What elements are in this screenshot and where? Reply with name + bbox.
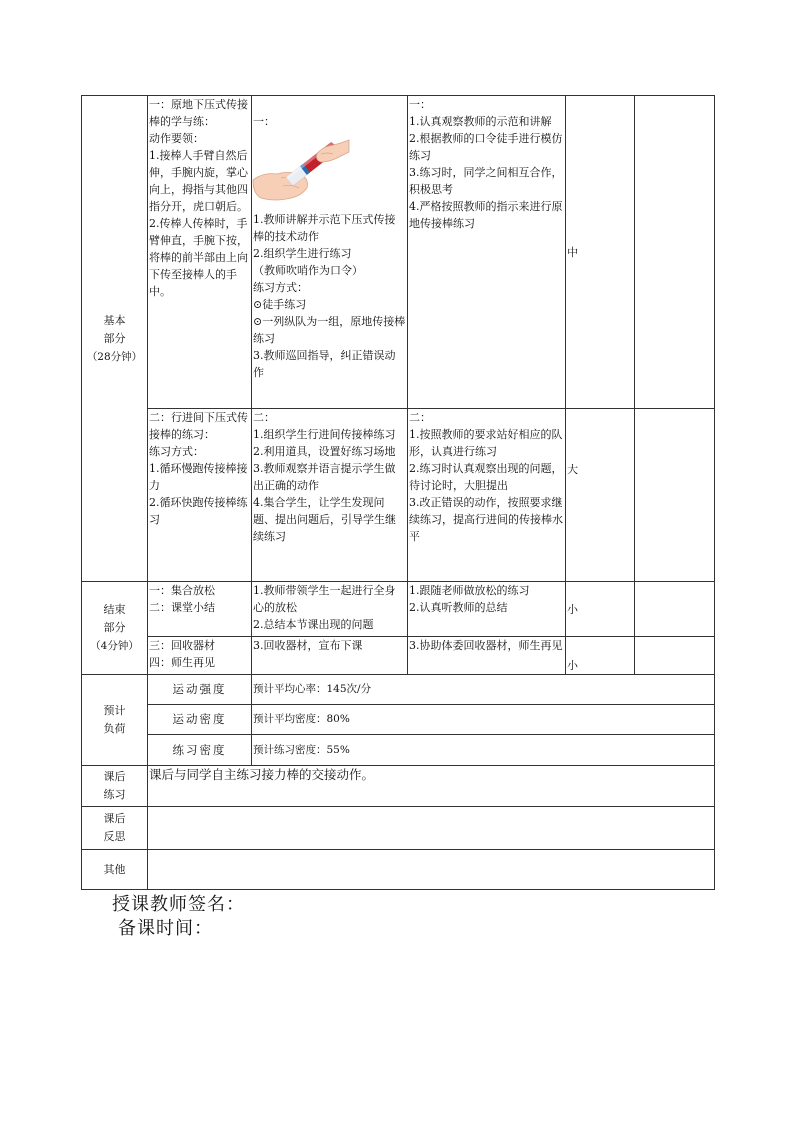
- load-name-2: 运动密度: [148, 705, 252, 735]
- basic-content-2: 二：行进间下压式传接棒的练习： 练习方式： 1.循环慢跑传接棒接力 2.循环快跑传接棒练习: [148, 409, 252, 582]
- ending-teacher-2: 3.回收器材，宣布下课: [252, 637, 408, 675]
- basic-section-label: 基本 部分 （28分钟）: [82, 96, 148, 582]
- load-value-1: 预计平均心率：145次/分: [252, 675, 715, 705]
- ending-intensity-1: 小: [566, 582, 635, 637]
- ending-teacher-1: 1.教师带领学生一起进行全身心的放松 2.总结本节课出现的问题: [252, 582, 408, 637]
- ending-content-2: 三：回收器材 四：师生再见: [148, 637, 252, 675]
- homework-label: 课后 练习: [82, 766, 148, 807]
- other-label: 其他: [82, 850, 148, 890]
- ending-intensity-2: 小: [566, 637, 635, 675]
- basic-teacher-1: [252, 96, 408, 409]
- teacher-signature-label: 授课教师签名：: [112, 894, 245, 915]
- reflection-text: [148, 807, 715, 850]
- ending-duration: （4分钟）: [90, 640, 139, 652]
- load-value-3: 预计练习密度：55%: [252, 735, 715, 766]
- relay-baton-handoff-illustration: [252, 132, 352, 204]
- basic-intensity-1: 中: [566, 96, 635, 409]
- basic-student-2: 二： 1.按照教师的要求站好相应的队形，认真进行练习 2.练习时认真观察出现的问题，待讨论时，大胆提出 3.改正错误的动作，按照要求继续练习，提高行进间的传接棒水平: [408, 409, 566, 582]
- other-text: [148, 850, 715, 890]
- lesson-plan-table: [81, 95, 715, 890]
- teacher-head-1: 一：: [253, 115, 275, 128]
- ending-student-1: 1.跟随老师做放松的练习 2.认真听教师的总结: [408, 582, 566, 637]
- homework-text: 课后与同学自主练习接力棒的交接动作。: [148, 766, 715, 807]
- basic-teacher-2: 二： 1.组织学生行进间传接棒练习 2.利用道具，设置好练习场地 3.教师观察并语言提示学生做出正确的动作 4.集合学生，让学生发现问题、提出问题后，引导学生继续练习: [252, 409, 408, 582]
- basic-content-1: 一：原地下压式传接棒的学与练： 动作要领： 1.接棒人手臂自然后伸，手腕内旋，掌心向上，拇指与其他四指分开，虎口朝后。 2.传棒人传棒时，手臂伸直，手腕下按，将棒的前半部由上向下传至接棒人的手中。: [148, 96, 252, 409]
- ending-blank-1: [635, 582, 715, 637]
- basic-blank-2: [635, 409, 715, 582]
- load-name-1: 运动强度: [148, 675, 252, 705]
- signature-block: [112, 893, 245, 941]
- ending-section-label: 结束 部分 （4分钟）: [82, 582, 148, 675]
- ending-content-1: 一：集合放松 二：课堂小结: [148, 582, 252, 637]
- ending-blank-2: [635, 637, 715, 675]
- load-name-3: 练习密度: [148, 735, 252, 766]
- load-value-2: 预计平均密度：80%: [252, 705, 715, 735]
- basic-blank-1: [635, 96, 715, 409]
- basic-student-1: 一： 1.认真观察教师的示范和讲解 2.根据教师的口令徒手进行模仿练习 3.练习时，同学之间相互合作，积极思考 4.严格按照教师的指示来进行原地传接棒练习: [408, 96, 566, 409]
- basic-duration: （28分钟）: [86, 350, 143, 363]
- prep-time-label: 备课时间：: [118, 918, 213, 939]
- basic-intensity-2: 大: [566, 409, 635, 582]
- ending-student-2: 3.协助体委回收器材，师生再见: [408, 637, 566, 675]
- reflection-label: 课后 反思: [82, 807, 148, 850]
- basic-teacher-text-1: 1.教师讲解并示范下压式传接棒的技术动作 2.组织学生进行练习 （教师吹哨作为口令） 练习方式： ⊙徒手练习 ⊙一列纵队为一组，原地传接棒练习 3.教师巡回指导，纠正错误动作: [253, 213, 406, 379]
- load-label: 预计 负荷: [82, 675, 148, 766]
